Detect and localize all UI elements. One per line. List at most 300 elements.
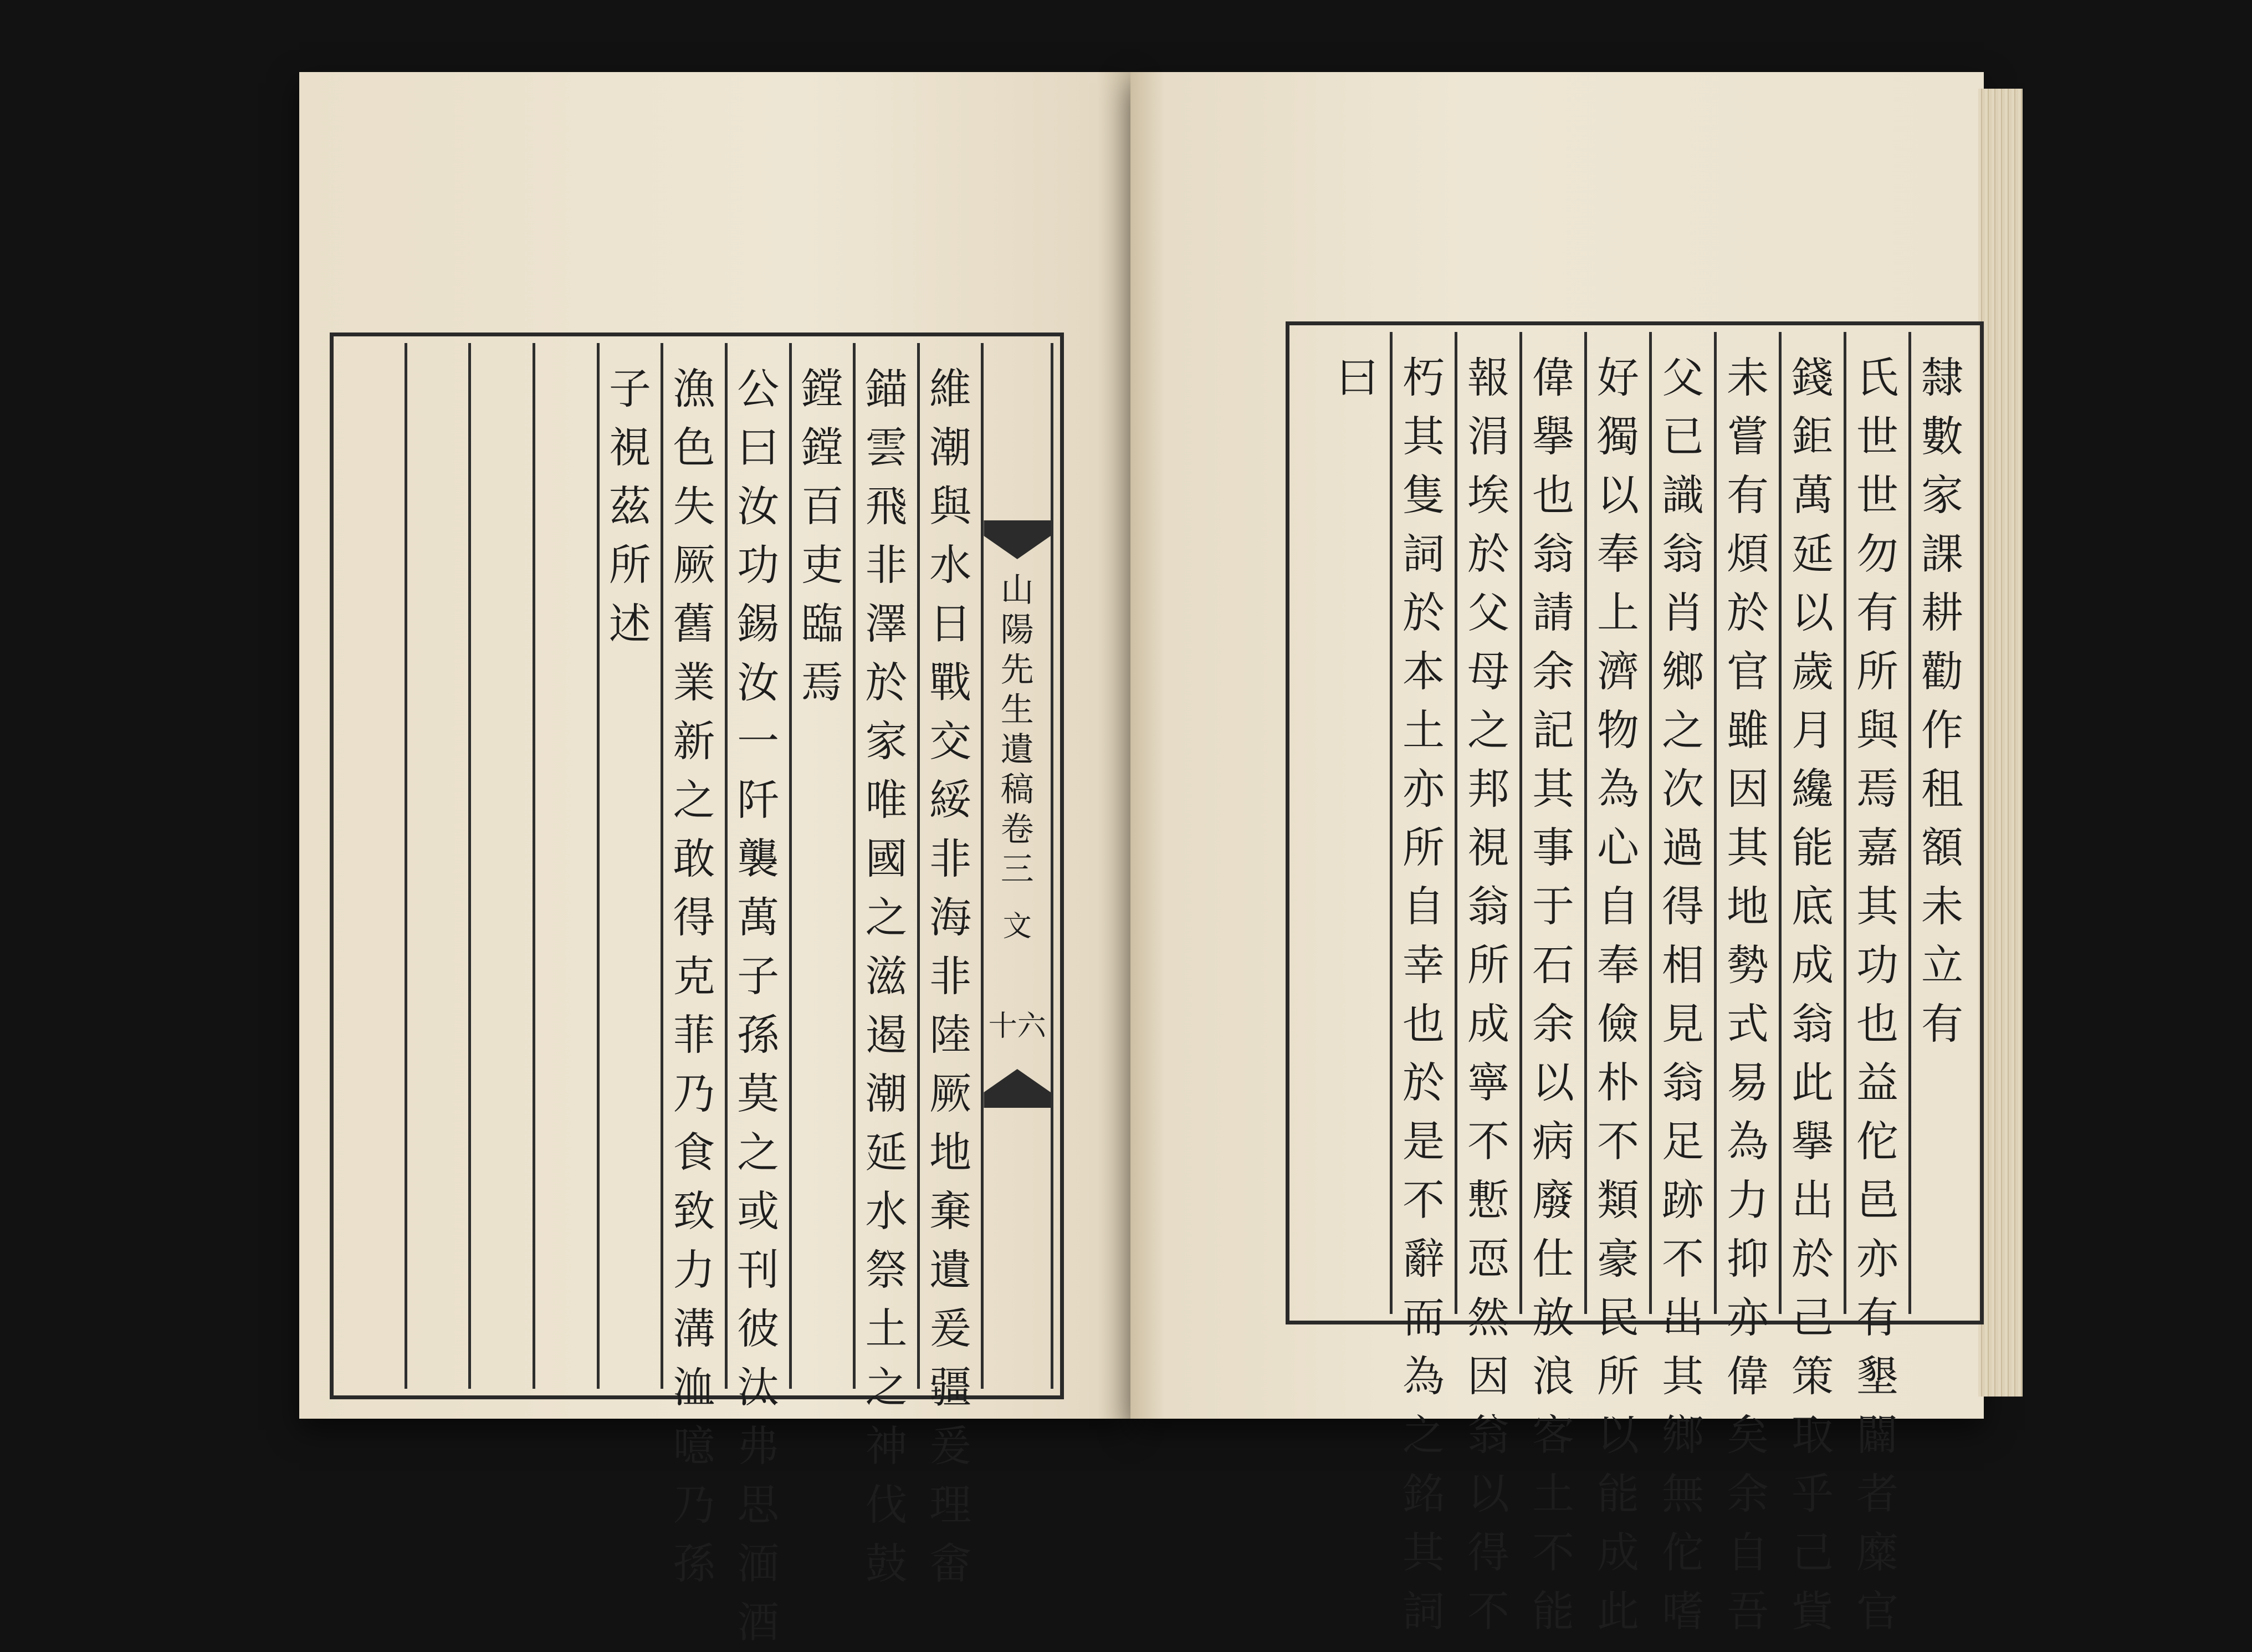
- glyph: 煩: [1727, 529, 1769, 579]
- glyph: 為: [1597, 764, 1639, 814]
- glyph: 所: [1597, 1352, 1639, 1401]
- glyph: 其: [1532, 764, 1574, 814]
- glyph: 之: [1662, 705, 1704, 755]
- glyph: 曰: [1336, 353, 1379, 402]
- glyph: 之: [737, 1128, 780, 1177]
- glyph: 能: [1792, 823, 1834, 872]
- glyph: 於: [865, 658, 908, 707]
- glyph: 病: [1532, 1117, 1574, 1166]
- glyph: 詞: [1403, 1587, 1445, 1636]
- glyph: 交: [929, 717, 972, 766]
- glyph: 疆: [929, 1363, 972, 1412]
- left-spine-section: 文: [1002, 910, 1032, 943]
- glyph: 土: [865, 1304, 908, 1353]
- glyph: 己: [1792, 1293, 1834, 1342]
- glyph: 不: [1532, 1528, 1574, 1577]
- glyph: 隸: [1921, 353, 1963, 402]
- glyph: 噫: [673, 1421, 715, 1471]
- glyph: 彼: [737, 1304, 780, 1353]
- glyph: 澤: [865, 599, 908, 648]
- glyph: 勢: [1727, 940, 1769, 990]
- glyph: 豪: [1597, 1234, 1639, 1283]
- left-text-frame: [330, 333, 1064, 1647]
- glyph: 乎: [1792, 1469, 1834, 1518]
- glyph: 舊: [673, 599, 715, 648]
- glyph: 自: [1727, 1528, 1769, 1577]
- glyph: 日: [929, 599, 972, 648]
- fish-tail-bottom-mark: [984, 1069, 1051, 1108]
- glyph: 亦: [1856, 1234, 1898, 1283]
- glyph: 汰: [737, 1363, 780, 1412]
- glyph: 擧: [1532, 412, 1574, 461]
- spine-title-char: 遺: [1000, 730, 1034, 769]
- fish-tail-top-mark: [984, 520, 1051, 559]
- glyph: 余: [1727, 1469, 1769, 1518]
- glyph: 識: [1662, 470, 1704, 520]
- glyph: 石: [1532, 940, 1574, 990]
- glyph: 之: [865, 1363, 908, 1412]
- glyph: 也: [1856, 999, 1898, 1049]
- spine-title-char: 陽: [1000, 611, 1034, 649]
- glyph: 有: [1856, 1293, 1898, 1342]
- glyph: 不: [1467, 1587, 1509, 1636]
- glyph: 翁: [1662, 1058, 1704, 1107]
- glyph: 遏: [865, 1010, 908, 1060]
- glyph: 數: [1921, 412, 1963, 461]
- glyph: 之: [865, 893, 908, 942]
- glyph: 功: [1856, 940, 1898, 990]
- glyph: 綏: [929, 775, 972, 825]
- glyph: 因: [1727, 764, 1769, 814]
- glyph: 為: [1403, 1352, 1445, 1401]
- glyph: 莫: [737, 1069, 780, 1118]
- glyph: 母: [1467, 647, 1509, 696]
- glyph: 民: [1597, 1293, 1639, 1342]
- glyph: 刊: [737, 1245, 780, 1295]
- glyph: 父: [1467, 588, 1509, 637]
- glyph: 也: [1403, 999, 1445, 1049]
- glyph: 課: [1921, 529, 1963, 579]
- spine-title-char: 先: [1000, 651, 1034, 689]
- glyph: 不: [1403, 1175, 1445, 1225]
- glyph: 抑: [1727, 1234, 1769, 1283]
- glyph: 作: [1921, 705, 1963, 755]
- glyph: 思: [737, 1480, 780, 1530]
- glyph: 埃: [1467, 470, 1509, 520]
- glyph: 有: [1727, 470, 1769, 520]
- glyph: 之: [1467, 705, 1509, 755]
- glyph: 潮: [929, 423, 972, 472]
- left-text-column: [661, 343, 725, 1588]
- glyph: 延: [1792, 529, 1834, 579]
- glyph: 父: [1662, 353, 1704, 402]
- glyph: 肖: [1662, 588, 1704, 637]
- glyph: 成: [1792, 940, 1834, 990]
- glyph: 錨: [865, 364, 908, 413]
- glyph: 好: [1597, 353, 1639, 402]
- left-spine-panel: [981, 343, 1053, 1389]
- glyph: 辭: [1403, 1234, 1445, 1283]
- glyph: 歲: [1792, 647, 1834, 696]
- glyph: 翁: [1532, 529, 1574, 579]
- glyph: 於: [1403, 1058, 1445, 1107]
- right-text-column: [1779, 332, 1844, 1636]
- glyph: 心: [1597, 823, 1639, 872]
- glyph: 述: [608, 599, 651, 648]
- glyph: 立: [1921, 940, 1963, 990]
- glyph: 非: [929, 952, 972, 1001]
- glyph: 放: [1532, 1293, 1574, 1342]
- glyph: 子: [737, 952, 780, 1001]
- glyph: 非: [865, 540, 908, 590]
- glyph: 請: [1532, 588, 1574, 637]
- glyph: 因: [1467, 1352, 1509, 1401]
- glyph: 子: [608, 364, 651, 413]
- glyph: 翁: [1467, 1410, 1509, 1460]
- left-text-column: [597, 343, 661, 1389]
- glyph: 嗜: [1662, 1587, 1704, 1636]
- glyph: 客: [1532, 1410, 1574, 1460]
- glyph: 佗: [1662, 1528, 1704, 1577]
- glyph: 邦: [1467, 764, 1509, 814]
- glyph: 偉: [1727, 1352, 1769, 1401]
- glyph: 雲: [865, 423, 908, 472]
- glyph: 潮: [865, 1069, 908, 1118]
- left-page: [299, 72, 1130, 1647]
- left-text-column: [789, 343, 853, 1389]
- glyph: 策: [1792, 1352, 1834, 1401]
- glyph: 所: [1403, 823, 1445, 872]
- glyph: 吏: [801, 540, 843, 590]
- glyph: 海: [929, 893, 972, 942]
- glyph: 朴: [1597, 1058, 1639, 1107]
- glyph: 鏜: [801, 364, 843, 413]
- glyph: 錢: [1792, 353, 1834, 402]
- glyph: 焉: [1856, 764, 1898, 814]
- spine-title-char: 卷: [1000, 810, 1034, 849]
- glyph: 畲: [929, 1539, 972, 1588]
- glyph: 勿: [1856, 529, 1898, 579]
- glyph: 所: [608, 540, 651, 590]
- glyph: 鄉: [1662, 1410, 1704, 1460]
- spine-title-char: 三: [1000, 850, 1034, 889]
- glyph: 與: [1856, 705, 1898, 755]
- glyph: 祭: [865, 1245, 908, 1295]
- glyph: 擧: [1792, 1117, 1834, 1166]
- glyph: 翁: [1662, 529, 1704, 579]
- glyph: 月: [1792, 705, 1834, 755]
- glyph: 自: [1403, 882, 1445, 931]
- glyph: 棄: [929, 1186, 972, 1236]
- glyph: 翁: [1792, 999, 1834, 1049]
- glyph: 土: [1403, 705, 1445, 755]
- glyph: 是: [1403, 1117, 1445, 1166]
- glyph: 力: [673, 1245, 715, 1295]
- glyph: 也: [1532, 470, 1574, 520]
- glyph: 額: [1921, 823, 1963, 872]
- glyph: 見: [1662, 999, 1704, 1049]
- right-text-column: [1584, 332, 1649, 1636]
- glyph: 隻: [1403, 470, 1445, 520]
- glyph: 伐: [865, 1480, 908, 1530]
- glyph: 然: [1467, 1293, 1509, 1342]
- glyph: 非: [929, 834, 972, 883]
- glyph: 其: [1403, 1528, 1445, 1577]
- glyph: 其: [1662, 1352, 1704, 1401]
- glyph: 滋: [865, 952, 908, 1001]
- glyph: 雖: [1727, 705, 1769, 755]
- glyph: 錫: [737, 599, 780, 648]
- glyph: 茲: [608, 482, 651, 531]
- glyph: 過: [1662, 823, 1704, 872]
- right-text-column: [1519, 332, 1584, 1636]
- glyph: 邑: [1856, 1175, 1898, 1225]
- glyph: 湎: [737, 1539, 780, 1588]
- glyph: 出: [1662, 1293, 1704, 1342]
- glyph: 致: [673, 1186, 715, 1236]
- glyph: 曰: [737, 423, 780, 472]
- glyph: 地: [1727, 882, 1769, 931]
- glyph: 酒: [737, 1598, 780, 1647]
- glyph: 能: [1597, 1469, 1639, 1518]
- glyph: 戰: [929, 658, 972, 707]
- glyph: 矣: [1727, 1410, 1769, 1460]
- glyph: 溝: [673, 1304, 715, 1353]
- glyph: 類: [1597, 1175, 1639, 1225]
- left-spine-title: [984, 570, 1051, 889]
- glyph: 吾: [1727, 1587, 1769, 1636]
- glyph: 百: [801, 482, 843, 531]
- glyph: 食: [673, 1128, 715, 1177]
- page-edges: [1978, 89, 2023, 1397]
- glyph: 上: [1597, 588, 1639, 637]
- left-text-column: [917, 343, 981, 1588]
- glyph: 勸: [1921, 647, 1963, 696]
- glyph: 或: [737, 1186, 780, 1236]
- right-text-column: [1844, 332, 1908, 1636]
- glyph: 唯: [865, 775, 908, 825]
- glyph: 家: [865, 717, 908, 766]
- glyph: 未: [1921, 882, 1963, 931]
- glyph: 跡: [1662, 1175, 1704, 1225]
- glyph: 者: [1856, 1469, 1898, 1518]
- glyph: 余: [1532, 647, 1574, 696]
- glyph: 貲: [1792, 1587, 1834, 1636]
- glyph: 銘: [1403, 1469, 1445, 1518]
- glyph: 家: [1921, 470, 1963, 520]
- glyph: 乃: [673, 1480, 715, 1530]
- glyph: 已: [1662, 412, 1704, 461]
- glyph: 水: [929, 540, 972, 590]
- glyph: 世: [1856, 412, 1898, 461]
- glyph: 陸: [929, 1010, 972, 1060]
- glyph: 襲: [737, 834, 780, 883]
- glyph: 土: [1532, 1469, 1574, 1518]
- glyph: 恧: [1467, 1234, 1509, 1283]
- glyph: 視: [1467, 823, 1509, 872]
- right-text-column: [1714, 332, 1779, 1636]
- glyph: 有: [1856, 588, 1898, 637]
- glyph: 公: [737, 364, 780, 413]
- glyph: 之: [673, 775, 715, 825]
- glyph: 朽: [1403, 353, 1445, 402]
- glyph: 萬: [1792, 470, 1834, 520]
- right-text-column: [1325, 332, 1390, 1314]
- glyph: 未: [1727, 353, 1769, 402]
- glyph: 闢: [1856, 1410, 1898, 1460]
- glyph: 仕: [1532, 1234, 1574, 1283]
- glyph: 益: [1856, 1058, 1898, 1107]
- glyph: 地: [929, 1128, 972, 1177]
- glyph: 洫: [673, 1363, 715, 1412]
- glyph: 奉: [1597, 529, 1639, 579]
- glyph: 菲: [673, 1010, 715, 1060]
- right-text-frame: [1286, 321, 1984, 1636]
- glyph: 於: [1467, 529, 1509, 579]
- glyph: 式: [1727, 999, 1769, 1049]
- glyph: 涓: [1467, 412, 1509, 461]
- glyph: 汝: [737, 658, 780, 707]
- spine-title-char: 山: [1000, 571, 1034, 610]
- right-text-column: [1455, 332, 1519, 1636]
- glyph: 易: [1727, 1058, 1769, 1107]
- glyph: 墾: [1856, 1352, 1898, 1401]
- spine-title-char: 稿: [1000, 770, 1034, 809]
- left-text-column: [725, 343, 789, 1647]
- glyph: 孫: [673, 1539, 715, 1588]
- glyph: 神: [865, 1421, 908, 1471]
- glyph: 之: [1403, 1410, 1445, 1460]
- glyph: 得: [1467, 1528, 1509, 1577]
- glyph: 亦: [1403, 764, 1445, 814]
- left-text-column: [340, 343, 405, 1389]
- left-text-column: [405, 343, 469, 1389]
- glyph: 取: [1792, 1410, 1834, 1460]
- glyph: 余: [1532, 999, 1574, 1049]
- glyph: 此: [1597, 1587, 1639, 1636]
- glyph: 萬: [737, 893, 780, 942]
- glyph: 弗: [737, 1421, 780, 1471]
- glyph: 鼓: [865, 1539, 908, 1588]
- glyph: 廢: [1532, 1175, 1574, 1225]
- glyph: 次: [1662, 764, 1704, 814]
- glyph: 視: [608, 423, 651, 472]
- glyph: 佗: [1856, 1117, 1898, 1166]
- right-text-column: [1390, 332, 1455, 1636]
- glyph: 鄉: [1662, 647, 1704, 696]
- glyph: 焉: [801, 658, 843, 707]
- glyph: 阡: [737, 775, 780, 825]
- glyph: 色: [673, 423, 715, 472]
- glyph: 物: [1597, 705, 1639, 755]
- glyph: 慙: [1467, 1175, 1509, 1225]
- glyph: 厥: [929, 1069, 972, 1118]
- glyph: 己: [1792, 1528, 1834, 1577]
- glyph: 此: [1792, 1058, 1834, 1107]
- glyph: 詞: [1403, 529, 1445, 579]
- glyph: 自: [1597, 882, 1639, 931]
- glyph: 不: [1662, 1234, 1704, 1283]
- glyph: 能: [1532, 1587, 1574, 1636]
- glyph: 偉: [1532, 353, 1574, 402]
- glyph: 嘗: [1727, 412, 1769, 461]
- glyph: 奉: [1597, 940, 1639, 990]
- glyph: 以: [1597, 470, 1639, 520]
- glyph: 不: [1597, 1117, 1639, 1166]
- spine-title-char: 生: [1000, 691, 1034, 729]
- glyph: 敢: [673, 834, 715, 883]
- glyph: 業: [673, 658, 715, 707]
- glyph: 得: [673, 893, 715, 942]
- glyph: 功: [737, 540, 780, 590]
- glyph: 得: [1662, 882, 1704, 931]
- right-text-column: [1908, 332, 1973, 1314]
- glyph: 乃: [673, 1069, 715, 1118]
- glyph: 租: [1921, 764, 1963, 814]
- glyph: 失: [673, 482, 715, 531]
- glyph: 獨: [1597, 412, 1639, 461]
- glyph: 理: [929, 1480, 972, 1530]
- glyph: 幸: [1403, 940, 1445, 990]
- glyph: 于: [1532, 882, 1574, 931]
- left-columns: [340, 343, 1053, 1647]
- glyph: 成: [1467, 999, 1509, 1049]
- glyph: 不: [1467, 1117, 1509, 1166]
- glyph: 以: [1597, 1410, 1639, 1460]
- glyph: 記: [1532, 705, 1574, 755]
- glyph: 厥: [673, 540, 715, 590]
- glyph: 纔: [1792, 764, 1834, 814]
- glyph: 遺: [929, 1245, 972, 1295]
- glyph: 一: [737, 717, 780, 766]
- glyph: 有: [1921, 999, 1963, 1049]
- glyph: 無: [1662, 1469, 1704, 1518]
- glyph: 孫: [737, 1010, 780, 1060]
- glyph: 儉: [1597, 999, 1639, 1049]
- glyph: 於: [1403, 588, 1445, 637]
- glyph: 飛: [865, 482, 908, 531]
- glyph: 糜: [1856, 1528, 1898, 1577]
- glyph: 亦: [1727, 1293, 1769, 1342]
- glyph: 鉅: [1792, 412, 1834, 461]
- glyph: 足: [1662, 1117, 1704, 1166]
- glyph: 嘉: [1856, 823, 1898, 872]
- glyph: 官: [1727, 647, 1769, 696]
- glyph: 所: [1467, 940, 1509, 990]
- glyph: 濟: [1597, 647, 1639, 696]
- right-columns: [1296, 332, 1973, 1636]
- glyph: 底: [1792, 882, 1834, 931]
- glyph: 力: [1727, 1175, 1769, 1225]
- glyph: 耕: [1921, 588, 1963, 637]
- glyph: 於: [1792, 1234, 1834, 1283]
- glyph: 成: [1597, 1528, 1639, 1577]
- glyph: 而: [1403, 1293, 1445, 1342]
- glyph: 以: [1792, 588, 1834, 637]
- glyph: 翁: [1467, 882, 1509, 931]
- glyph: 國: [865, 834, 908, 883]
- glyph: 水: [865, 1186, 908, 1236]
- glyph: 浪: [1532, 1352, 1574, 1401]
- glyph: 以: [1467, 1469, 1509, 1518]
- glyph: 世: [1856, 470, 1898, 520]
- glyph: 鏜: [801, 423, 843, 472]
- glyph: 為: [1727, 1117, 1769, 1166]
- glyph: 其: [1403, 412, 1445, 461]
- right-text-column: [1649, 332, 1714, 1636]
- left-spine-page: 十六: [988, 1010, 1046, 1043]
- glyph: 維: [929, 364, 972, 413]
